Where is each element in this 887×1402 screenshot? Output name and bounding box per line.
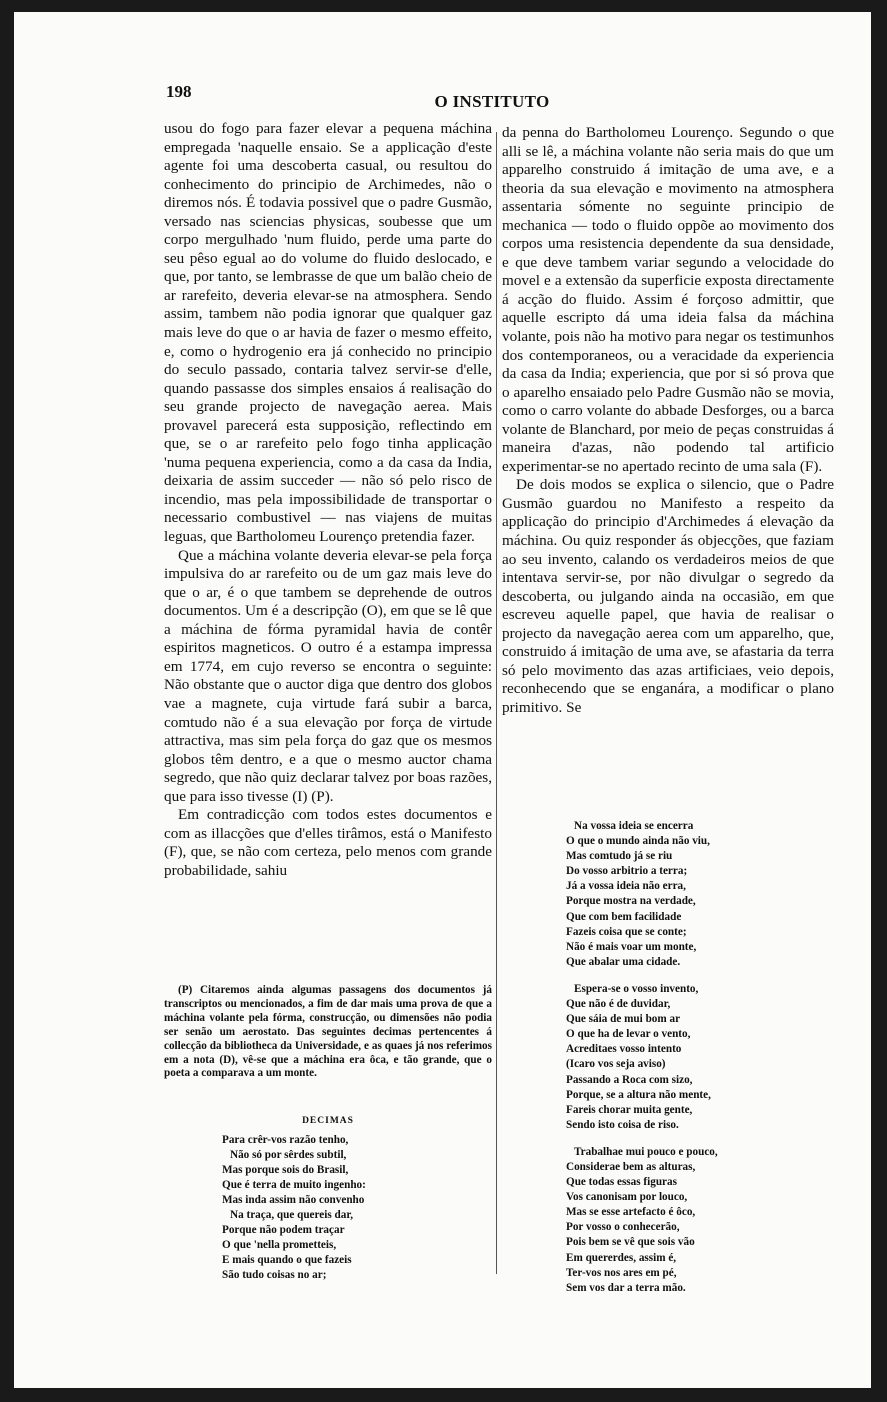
right-column bbox=[502, 124, 834, 718]
verse-line: Vos canonisam por louco, bbox=[566, 1191, 688, 1204]
verse-line: Sendo isto coisa de riso. bbox=[566, 1118, 679, 1131]
paragraph: usou do fogo para fazer elevar a pequena máchina empregada 'naquelle ensaio. Se a applicação d'este agente foi uma descoberta casual, ou resultou do conhecimento do principio de Archimedes, não o diremos nós. É todavia possivel que o padre Gusmão, versado nas sciencias physicas, soubesse que um corpo mergulhado 'num fluido, perde uma parte do seu pêso egual ao do volume do fluido deslocado, e que, por tanto, se lembrasse de que um balão cheio de ar rarefeito, deveria elevar-se na atmosphera. Sendo assim, tambem não podia ignorar que qualquer gaz mais leve do que o ar havia de fazer o mesmo effeito, e, como o hydrogenio era já conhecido no principio do seculo passado, contaria talvez servir-se d'elle, quando passasse dos simples ensaios á realisação do seu grande projecto de navegação aerea. Mais provavel parecerá esta supposição, reflectindo em que, se o ar rarefeito pelo fogo tinha applicação 'numa pequena experiencia, como a da casa da India, deixaria de assim succeder — não só pelo risco de incendio, mas pela impossibilidade de transportar o necessario combustivel — nas viajens de muitas leguas, que Bartholomeu Lourenço pretendia fazer. bbox=[164, 120, 492, 546]
verse-line: Não é mais voar um monte, bbox=[566, 940, 697, 953]
page-number: 198 bbox=[166, 82, 192, 101]
verse-line: Que não é de duvidar, bbox=[566, 998, 671, 1011]
column-divider bbox=[496, 132, 497, 1274]
paragraph: De dois modos se explica o silencio, que o Padre Gusmão guardou no Manifesto a respeito da applicação do principio d'Archimedes á elevação da máchina. Ou quiz responder ás objecções, que faziam ao seu invento, calando os verdadeiros meios de que intentava servir-se, por não divulgar o segredo da descoberta, ou julgando ainda na occasião, em que escreveu aquelle papel, que havia de realisar o projecto da navegação aerea com um apparelho, que, construido á imitação de uma ave, se afastaria da terra só pelo movimento das azas artificiaes, veio depois, reconhecendo que se enganára, a modificar o plano primitivo. Se bbox=[502, 476, 834, 716]
verse-stanza bbox=[566, 1145, 718, 1296]
verse-line: Que sáia de mui bom ar bbox=[566, 1013, 681, 1026]
footnote bbox=[164, 984, 492, 1081]
verse-line: O que ha de levar o vento, bbox=[566, 1028, 691, 1041]
verse-line: Que abalar uma cidade. bbox=[566, 955, 681, 968]
verse-line: Mas porque sois do Brasil, bbox=[222, 1164, 349, 1176]
verse-line: (Icaro vos seja aviso) bbox=[566, 1058, 666, 1071]
verse-line: E mais quando o que fazeis bbox=[222, 1254, 352, 1266]
left-column bbox=[164, 120, 492, 880]
verse-stanza bbox=[566, 819, 718, 970]
verse-stanza bbox=[566, 982, 718, 1133]
verse-line: Sem vos dar a terra mão. bbox=[566, 1281, 686, 1294]
decimas-title: DECIMAS bbox=[302, 1116, 354, 1126]
verse-line: Considerae bem as alturas, bbox=[566, 1160, 696, 1173]
verse-line: Do vosso arbitrio a terra; bbox=[566, 865, 688, 878]
verse-right bbox=[566, 819, 718, 1308]
verse-line: Mas se esse artefacto é ôco, bbox=[566, 1206, 696, 1219]
verse-line: Fareis chorar muita gente, bbox=[566, 1103, 693, 1116]
page bbox=[14, 12, 871, 1388]
verse-line: Espera-se o vosso invento, bbox=[574, 982, 699, 995]
verse-line: Pois bem se vê que sois vão bbox=[566, 1236, 695, 1249]
verse-line: Fazeis coisa que se conte; bbox=[566, 925, 687, 938]
verse-line: Que todas essas figuras bbox=[566, 1176, 677, 1189]
paragraph: Em contradicção com todos estes documentos e com as illacções que d'elles tirâmos, está o Manifesto (F), que, se não com certeza, pelo menos com grande probabilidade, sahiu bbox=[164, 806, 492, 879]
verse-line: Na vossa ideia se encerra bbox=[574, 820, 694, 832]
verse-line: O que o mundo ainda não viu, bbox=[566, 835, 710, 848]
verse-line: Ter-vos nos ares em pé, bbox=[566, 1266, 677, 1279]
verse-line: Não só por sêrdes subtil, bbox=[230, 1149, 347, 1161]
running-title: O INSTITUTO bbox=[434, 92, 550, 111]
verse-line: São tudo coisas no ar; bbox=[222, 1269, 327, 1281]
verse-line: Porque não podem traçar bbox=[222, 1224, 345, 1236]
paragraph: Que a máchina volante deveria elevar-se pela força impulsiva do ar rarefeito ou de um gaz mais leve do que o ar, é o que tambem se deprehende de outros documentos. Um é a descripção (O), em que se lê que a máchina de fórma pyramidal havia de contêr espiritos magneticos. O outro é a estampa impressa em 1774, em cujo reverso se encontra o seguinte: Não obstante que o auctor diga que dentro dos globos vae a magnete, cuja virtude fará subir a barca, comtudo não é a sua elevação por força de virtude attractiva, mas sim pela força do gaz que os mesmos globos têm dentro, e a que o mesmo auctor chama segredo, que não quiz declarar talvez por boas razões, que para isso tivesse (I) (P). bbox=[164, 546, 492, 805]
verse-line: Já a vossa ideia não erra, bbox=[566, 880, 686, 893]
verse-line: Para crêr-vos razão tenho, bbox=[222, 1134, 349, 1146]
verse-line: Por vosso o conhecerão, bbox=[566, 1221, 680, 1234]
verse-line: Que com bem facilidade bbox=[566, 910, 682, 923]
verse-line: Porque, se a altura não mente, bbox=[566, 1088, 711, 1101]
verse-line: Mas comtudo já se riu bbox=[566, 850, 673, 863]
verse-line: Acreditaes vosso intento bbox=[566, 1043, 682, 1056]
paragraph: da penna do Bartholomeu Lourenço. Segundo o que alli se lê, a máchina volante não seria mais do que um apparelho construido á imitação de uma ave, e a theoria da sua elevação e movimento na atmosphera assentaria sómente no seguinte principio de mechanica — todo o fluido oppõe ao movimento dos corpos uma resistencia dependente da sua densidade, e que deve tambem variar segundo a velocidade do movel e a extensão da superficie exposta directamente á acção do fluido. Assim é forçoso admittir, que aquelle escripto dá uma ideia falsa da máchina volante, pois não ha motivo para negar os testimunhos dos contemporaneos, ou a veracidade da experiencia da casa da India; experiencia, que por si só prova que o aparelho ensaiado pelo Padre Gusmão não se movia, como o carro volante do abbade Desforges, ou a barca volante de Blanchard, por meio de peças construidas á maneira d'azas, não podendo tal artificio experimentar-se no apertado recinto de uma sala (F). bbox=[502, 124, 834, 475]
verse-line: Trabalhae mui pouco e pouco, bbox=[574, 1145, 718, 1158]
verse-stanza-left bbox=[222, 1133, 366, 1283]
verse-line: O que 'nella prometteis, bbox=[222, 1239, 337, 1251]
verse-line: Passando a Roca com sizo, bbox=[566, 1073, 693, 1086]
verse-line: Porque mostra na verdade, bbox=[566, 895, 696, 908]
verse-line: Que é terra de muito ingenho: bbox=[222, 1179, 366, 1191]
verse-line: Em quererdes, assim é, bbox=[566, 1251, 677, 1264]
verse-line: Na traça, que quereis dar, bbox=[230, 1209, 354, 1221]
verse-line: Mas inda assim não convenho bbox=[222, 1194, 365, 1206]
footnote-text: (P) Citaremos ainda algumas passagens dos documentos já transcriptos ou mencionados, a fim de dar mais uma prova de que a máchina volante pela fórma, construcção, ou dimensões não podia ser senão um aerostato. Das seguintes decimas pertencentes á collecção da bibliotheca da Universidade, e as quaes já nos referimos em a nota (D), vê-se que a máchina era ôca, e tão grande, que o poeta a comparava a um monte. bbox=[164, 984, 492, 1080]
